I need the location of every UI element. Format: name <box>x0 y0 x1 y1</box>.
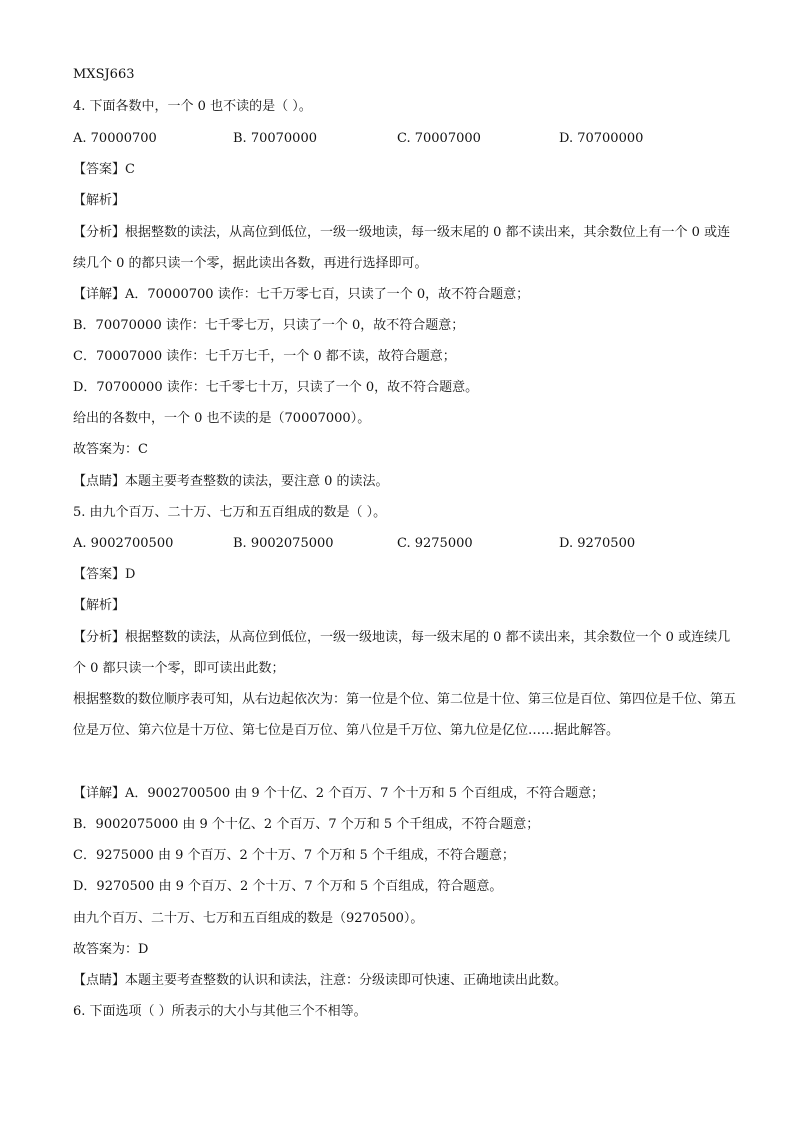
q5-option-a: A. 9002700500 <box>73 536 174 551</box>
q4-detail-a: 【详解】A．70000700 读作：七千万零七百，只读了一个 0，故不符合题意； <box>73 287 530 302</box>
q4-analysis-tag: 【解析】 <box>73 193 126 208</box>
q5-detail-d: D．9270500 由 9 个百万、2 个十万、7 个万和 5 个百组成，符合题意。 <box>73 879 503 894</box>
q4-dianjing: 【点睛】本题主要考查整数的读法，要注意 0 的读法。 <box>73 474 389 489</box>
q5-fenxi: 【分析】根据整数的读法，从高位到低位，一级一级地读，每一级末尾的 0 都不读出来，其余数位一个 0 或连续几个 0 都只读一个零，即可读出此数； <box>73 630 731 676</box>
header-code: MXSJ663 <box>73 67 135 82</box>
q4-fenxi: 【分析】根据整数的读法，从高位到低位，一级一级地读，每一级末尾的 0 都不读出来，其余数位上有一个 0 或连续几个 0 的都只读一个零，据此读出各数，再进行选择即可。 <box>73 225 731 271</box>
q5-digit-order: 根据整数的数位顺序表可知，从右边起依次为：第一位是个位、第二位是十位、第三位是百位、第四位是千位、第五位是万位、第六位是十万位、第七位是百万位、第八位是千万位、第九位是亿位……据此解答。 <box>73 692 737 738</box>
q4-option-d: D. 70700000 <box>559 131 644 146</box>
q5-detail-b: B．9002075000 由 9 个十亿、2 个百万、7 个万和 5 个千组成，不符合题意； <box>73 817 540 832</box>
q4-stem: 4. 下面各数中，一个 0 也不读的是（ ）。 <box>73 99 312 114</box>
q5-analysis-tag: 【解析】 <box>73 598 126 613</box>
q4-final-answer: 故答案为：C <box>73 442 148 457</box>
q5-detail-c: C．9275000 由 9 个百万、2 个十万、7 个万和 5 个千组成，不符合题意； <box>73 848 515 863</box>
q5-final-answer: 故答案为：D <box>73 942 149 957</box>
q5-option-d: D. 9270500 <box>559 536 636 551</box>
q4-conclusion: 给出的各数中，一个 0 也不读的是（70007000）。 <box>73 411 371 426</box>
q5-option-c: C. 9275000 <box>397 536 473 551</box>
q5-detail-a: 【详解】A．9002700500 由 9 个十亿、2 个百万、7 个十万和 5 个百组成，不符合题意； <box>73 786 605 801</box>
q4-answer: 【答案】C <box>73 162 135 177</box>
q4-option-a: A. 70000700 <box>73 131 157 146</box>
q4-detail-c: C．70007000 读作：七千万七千，一个 0 都不读，故符合题意； <box>73 349 456 364</box>
q4-option-b: B. 70070000 <box>233 131 317 146</box>
q5-stem: 5. 由九个百万、二十万、七万和五百组成的数是（ ）。 <box>73 505 387 520</box>
q5-dianjing: 【点睛】本题主要考查整数的认识和读法，注意：分级读即可快速、正确地读出此数。 <box>73 973 568 988</box>
q5-answer: 【答案】D <box>73 567 136 582</box>
q4-option-c: C. 70007000 <box>397 131 481 146</box>
q6-stem: 6. 下面选项（ ）所表示的大小与其他三个不相等。 <box>73 1004 367 1019</box>
q4-detail-b: B．70070000 读作：七千零七万，只读了一个 0，故不符合题意； <box>73 318 465 333</box>
q5-option-b: B. 9002075000 <box>233 536 334 551</box>
q5-conclusion: 由九个百万、二十万、七万和五百组成的数是（9270500）。 <box>73 911 424 926</box>
q4-detail-d: D．70700000 读作：七千零七十万，只读了一个 0，故不符合题意。 <box>73 380 479 395</box>
